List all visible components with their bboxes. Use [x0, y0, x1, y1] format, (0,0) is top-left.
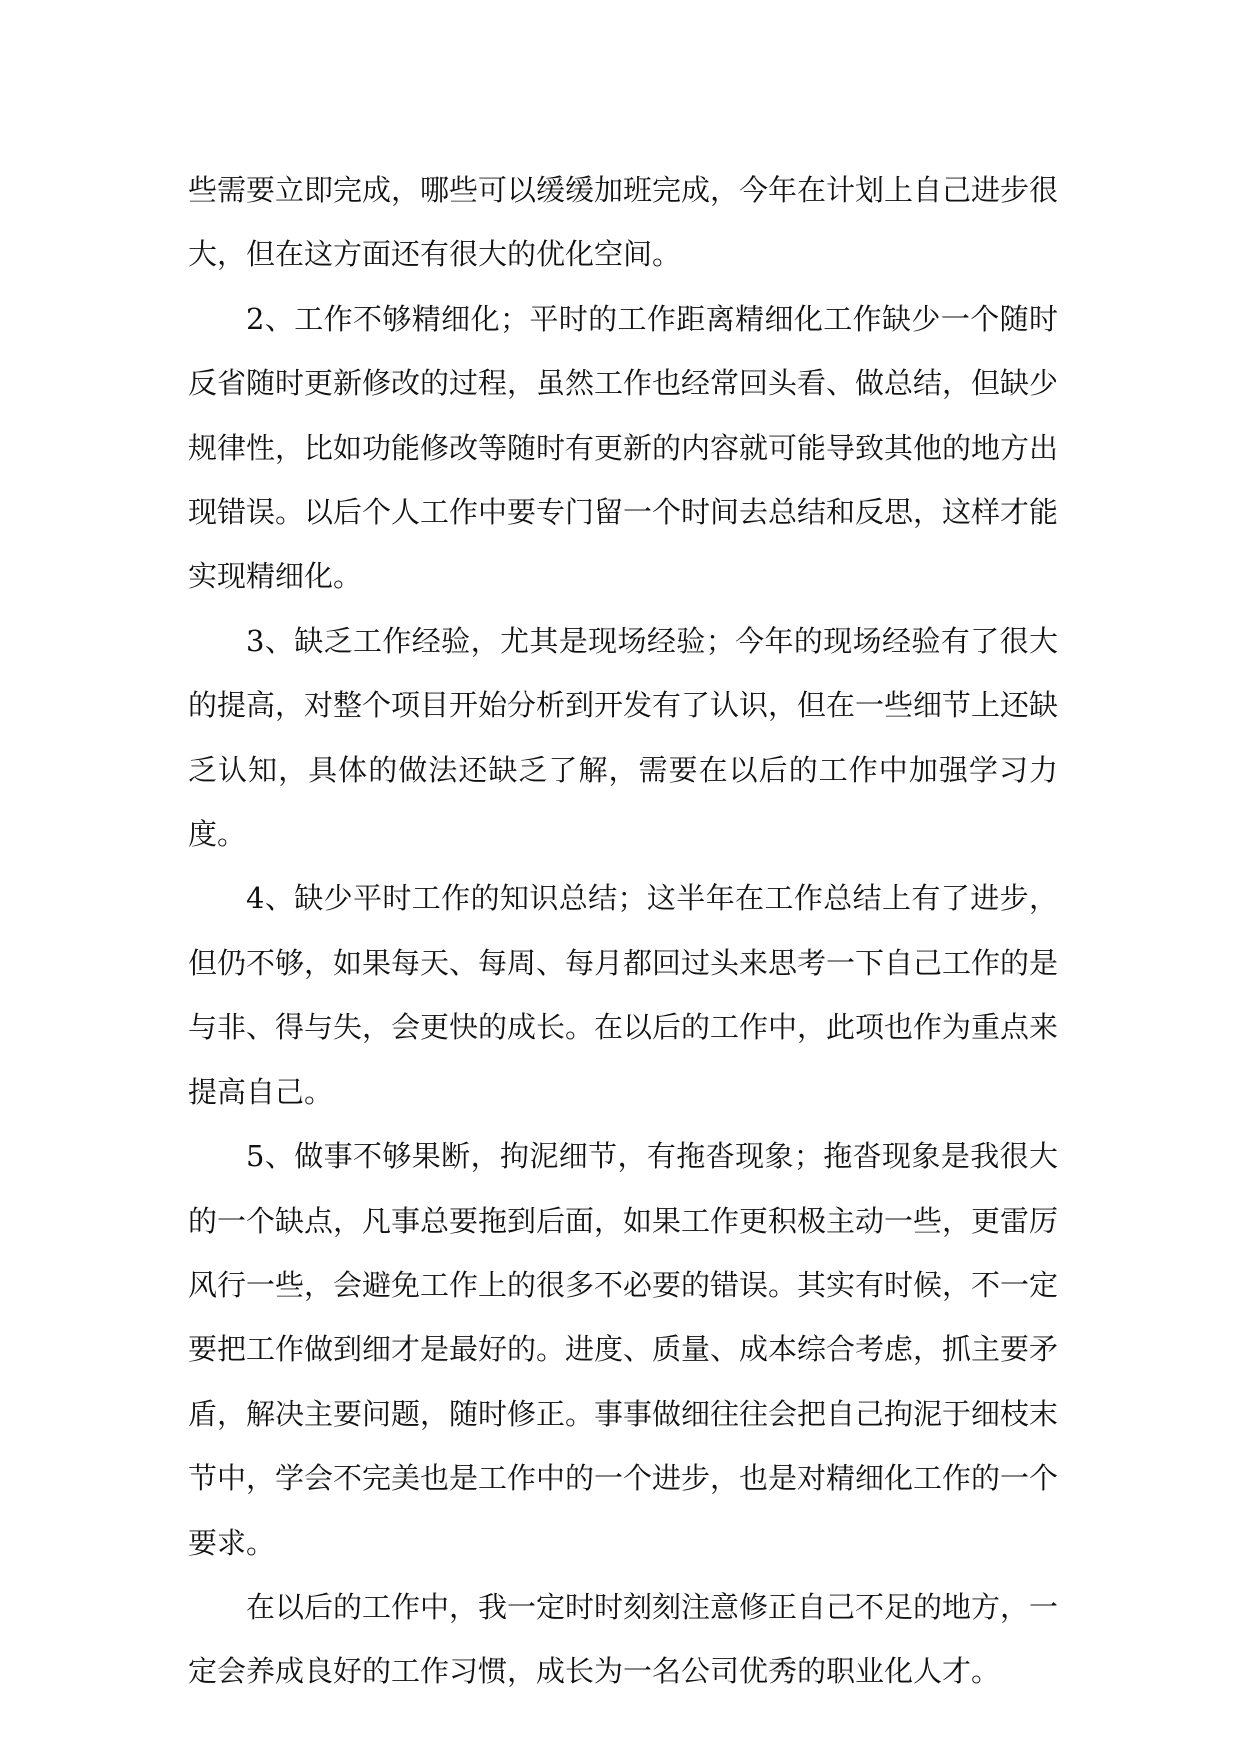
paragraph-continuation: 些需要立即完成，哪些可以缓缓加班完成，今年在计划上自己进步很大，但在这方面还有很大的优化空间。 [188, 173, 1059, 272]
paragraph-closing: 在以后的工作中，我一定时时刻刻注意修正自己不足的地方，一定会养成良好的工作习惯，成长为一名公司优秀的职业化人才。 [188, 1589, 1059, 1689]
paragraph-item-4: 4、缺少平时工作的知识总结；这半年在工作总结上有了进步，但仍不够，如果每天、每周、每月都回过头来思考一下自己工作的是与非、得与失，会更快的成长。在以后的工作中，此项也作为重点来提高自己。 [188, 881, 1059, 1109]
paragraph-item-2: 2、工作不够精细化；平时的工作距离精细化工作缺少一个随时反省随时更新修改的过程，虽然工作也经常回头看、做总结，但缺少规律性，比如功能修改等随时有更新的内容就可能导致其他的地方出现错误。以后个人工作中要专门留一个时间去总结和反思，这样才能实现精细化。 [188, 301, 1059, 594]
paragraph-item-3: 3、缺乏工作经验，尤其是现场经验；今年的现场经验有了很大的提高，对整个项目开始分析到开发有了认识，但在一些细节上还缺乏认知，具体的做法还缺乏了解，需要在以后的工作中加强学习力度。 [188, 623, 1059, 852]
document-body [188, 158, 1058, 1704]
paragraph-item-5: 5、做事不够果断，拘泥细节，有拖沓现象；拖沓现象是我很大的一个缺点，凡事总要拖到后面，如果工作更积极主动一些，更雷厉风行一些，会避免工作上的很多不必要的错误。其实有时候，不一定要把工作做到细才是最好的。进度、质量、成本综合考虑，抓主要矛盾，解决主要问题，随时修正。事事做细往往会把自己拘泥于细枝末节中，学会不完美也是工作中的一个进步，也是对精细化工作的一个要求。 [188, 1139, 1059, 1560]
